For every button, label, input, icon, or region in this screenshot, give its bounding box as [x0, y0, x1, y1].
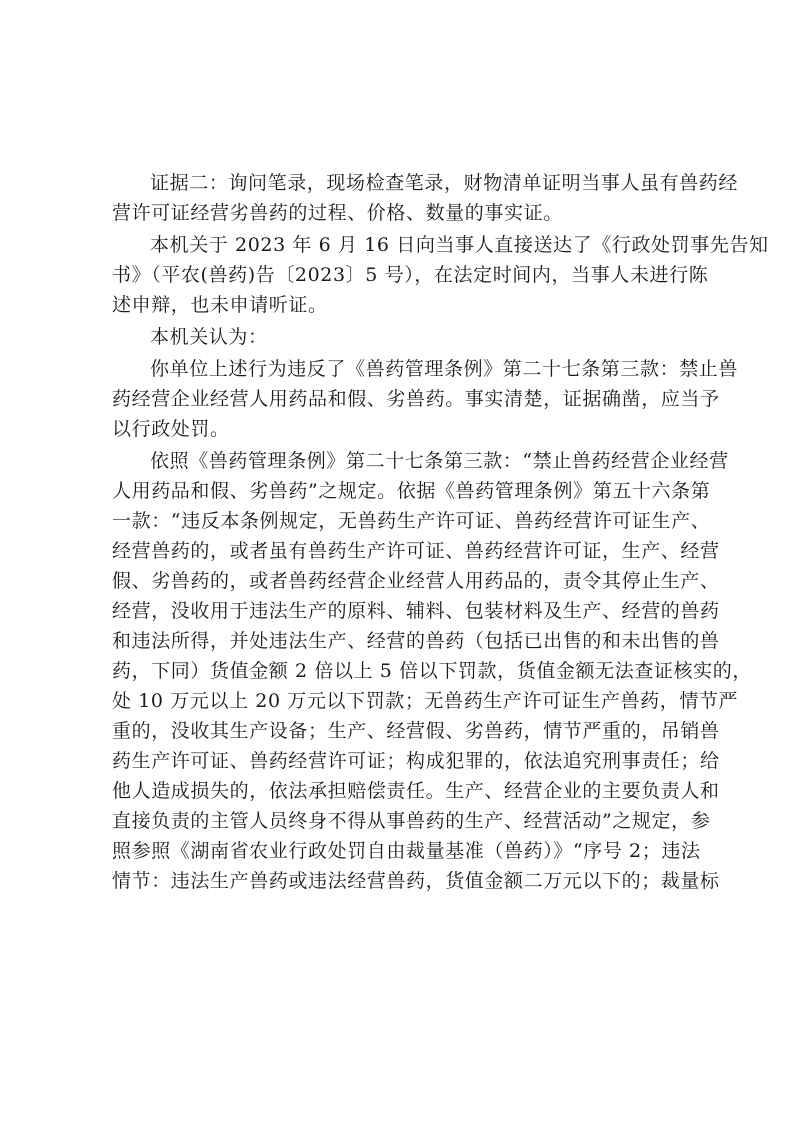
paragraph-violation-finding: [112, 354, 739, 444]
text-line: 本机关认为：: [150, 326, 268, 348]
paragraph-notice-delivery: [112, 230, 769, 320]
text-line: 药，下同）货值金额 2 倍以上 5 倍以下罚款，货值金额无法查证核实的，: [112, 660, 752, 682]
text-line: 证据二：询问笔录，现场检查笔录，财物清单证明当事人虽有兽药经: [150, 172, 739, 194]
text-line: 人用药品和假、劣兽药”之规定。依据《兽药管理条例》第五十六条第: [112, 480, 711, 502]
text-line: 药经营企业经营人用药品和假、劣兽药。事实清楚，证据确凿，应当予: [112, 388, 720, 410]
text-line: 情节：违法生产兽药或违法经营兽药，货值金额二万元以下的；裁量标: [112, 870, 720, 892]
text-line: 一款：“违反本条例规定，无兽药生产许可证、兽药经营许可证生产、: [112, 510, 711, 532]
text-line: 药生产许可证、兽药经营许可证；构成犯罪的，依法追究刑事责任；给: [112, 750, 720, 772]
text-line: 述申辩，也未申请听证。: [112, 294, 328, 316]
text-line: 经营，没收用于违法生产的原料、辅料、包装材料及生产、经营的兽药: [112, 600, 720, 622]
text-line: 营许可证经营劣兽药的过程、价格、数量的事实证。: [112, 202, 563, 224]
document-body: [112, 168, 769, 896]
paragraph-legal-basis: [112, 446, 752, 896]
text-line: 书》（平农(兽药)告〔2023〕5 号），在法定时间内，当事人未进行陈: [112, 264, 709, 286]
text-line: 他人造成损失的，依法承担赔偿责任。生产、经营企业的主要负责人和: [112, 780, 720, 802]
paragraph-agency-opinion: [112, 322, 685, 352]
text-line: 处 10 万元以上 20 万元以下罚款；无兽药生产许可证生产兽药，情节严: [112, 690, 739, 712]
text-line: 经营兽药的，或者虽有兽药生产许可证、兽药经营许可证，生产、经营: [112, 540, 720, 562]
text-line: 假、劣兽药的，或者兽药经营企业经营人用药品的，责令其停止生产、: [112, 570, 720, 592]
text-line: 以行政处罚。: [112, 418, 230, 440]
text-line: 和违法所得，并处违法生产、经营的兽药（包括已出售的和未出售的兽: [112, 630, 720, 652]
text-line: 照参照《湖南省农业行政处罚自由裁量基准（兽药）》“序号 2；违法: [112, 840, 701, 862]
text-line: 直接负责的主管人员终身不得从事兽药的生产、经营活动”之规定，参: [112, 810, 711, 832]
text-line: 依照《兽药管理条例》第二十七条第三款：“禁止兽药经营企业经营: [150, 450, 729, 472]
paragraph-evidence-two: [112, 168, 739, 228]
text-line: 你单位上述行为违反了《兽药管理条例》第二十七条第三款：禁止兽: [150, 358, 739, 380]
text-line: 重的，没收其生产设备；生产、经营假、劣兽药，情节严重的，吊销兽: [112, 720, 720, 742]
text-line: 本机关于 2023 年 6 月 16 日向当事人直接送达了《行政处罚事先告知: [150, 234, 769, 256]
